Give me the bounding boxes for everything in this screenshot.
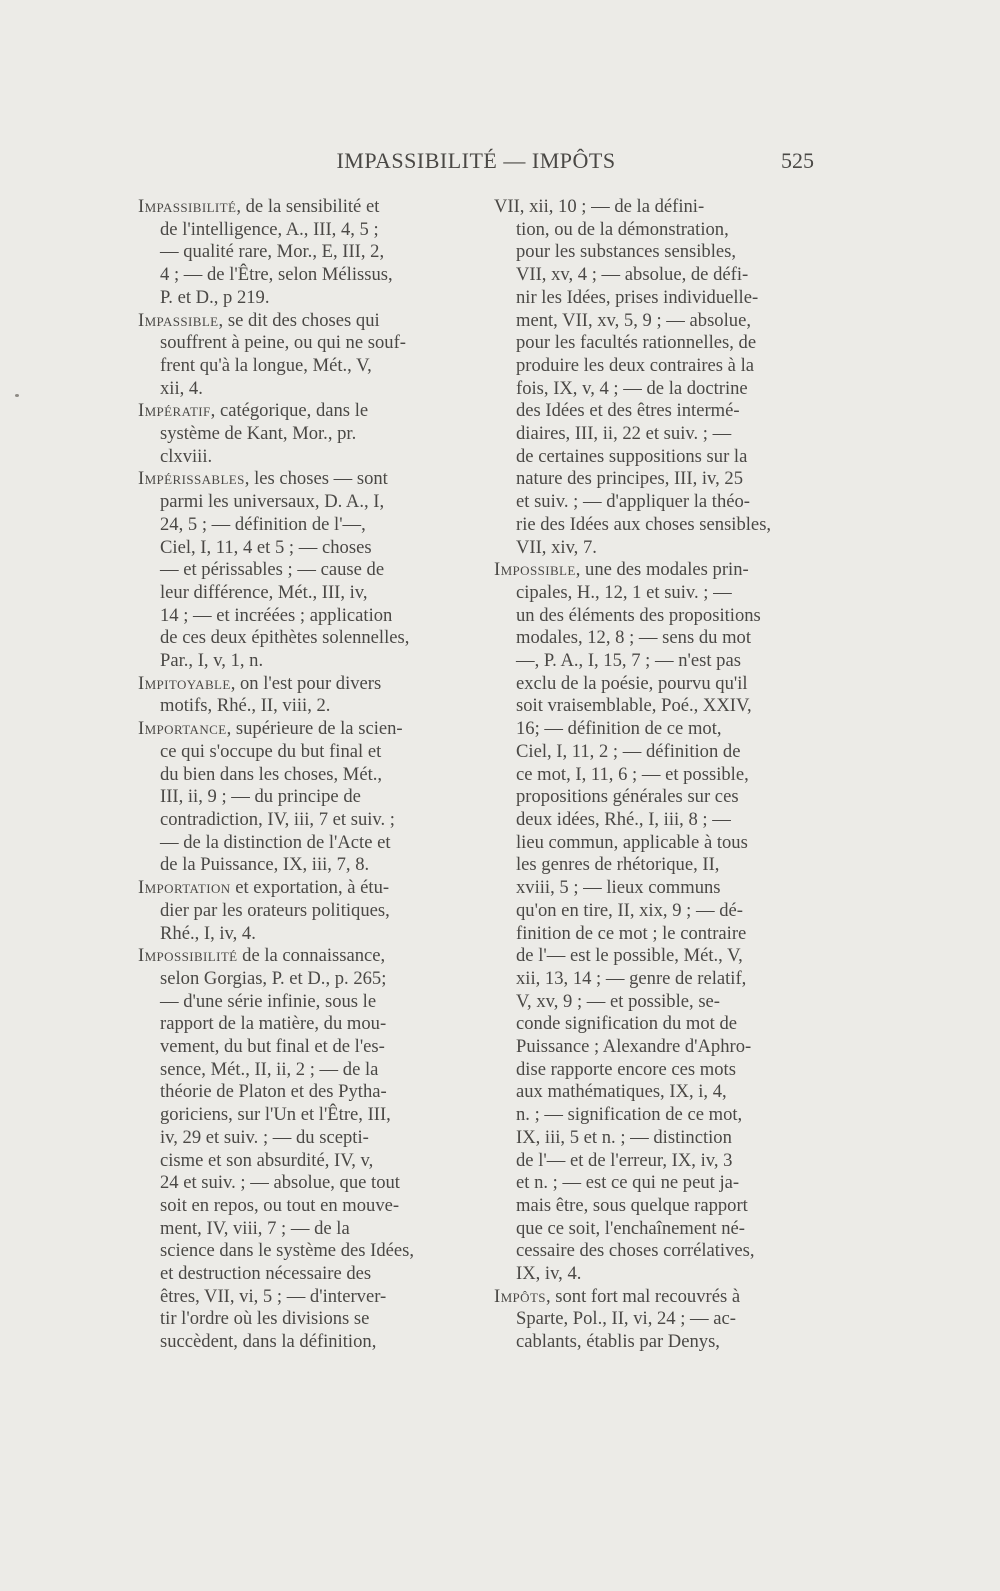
entry-line xyxy=(494,241,814,264)
entry-text: parmi les universaux, D. A., I, xyxy=(160,491,385,513)
running-title: IMPASSIBILITÉ — IMPÔTS xyxy=(336,148,616,173)
entry-line xyxy=(494,1036,814,1059)
entry-line xyxy=(494,582,814,605)
entry-line xyxy=(138,537,464,560)
entry-line xyxy=(138,854,464,877)
entry-text: de certaines suppositions sur la xyxy=(516,445,748,467)
entry-line xyxy=(494,741,814,764)
entry-line xyxy=(138,1308,464,1331)
entry-text: de ces deux épithètes solennelles, xyxy=(160,627,410,649)
entry-line xyxy=(494,1104,814,1127)
entry-line xyxy=(138,446,464,469)
entry-line xyxy=(138,332,464,355)
entry-line xyxy=(494,1195,814,1218)
entry-line xyxy=(138,991,464,1014)
entry-headword: Impossibilité xyxy=(138,945,238,967)
entry-text: , sont fort mal recouvrés à xyxy=(545,1285,741,1307)
entry-text: cablants, établis par Denys, xyxy=(516,1331,720,1353)
entry-line xyxy=(494,877,814,900)
entry-line xyxy=(138,423,464,446)
entry-text: que ce soit, l'enchaînement né- xyxy=(516,1217,745,1239)
entry-text: produire les deux contraires à la xyxy=(516,354,755,376)
entry-text: soit en repos, ou tout en mouve- xyxy=(160,1194,400,1216)
entry-line xyxy=(138,491,464,514)
entry-text: Rhé., I, iv, 4. xyxy=(160,922,256,944)
entry-line xyxy=(138,764,464,787)
entry-headword: Impitoyable xyxy=(138,672,231,694)
entry-text: 24 et suiv. ; — absolue, que tout xyxy=(160,1172,400,1194)
entry-line xyxy=(494,650,814,673)
entry-text: ment, IV, viii, 7 ; — de la xyxy=(160,1217,350,1239)
entry-line xyxy=(138,968,464,991)
entry-line xyxy=(138,809,464,832)
index-entry xyxy=(138,196,464,310)
entry-line xyxy=(494,287,814,310)
entry-text: —, P. A., I, 15, 7 ; — n'est pas xyxy=(516,650,741,672)
entry-line xyxy=(494,627,814,650)
entry-line xyxy=(138,1195,464,1218)
entry-line xyxy=(138,378,464,401)
index-entry xyxy=(494,559,814,1286)
entry-line xyxy=(494,605,814,628)
entry-line xyxy=(138,650,464,673)
entry-line xyxy=(138,468,464,491)
entry-text: cessaire des choses corrélatives, xyxy=(516,1240,755,1262)
entry-text: clxviii. xyxy=(160,445,213,467)
entry-text: de l'intelligence, A., III, 4, 5 ; xyxy=(160,218,379,240)
entry-text: , se dit des choses qui xyxy=(218,309,380,331)
entry-text: Ciel, I, 11, 2 ; — définition de xyxy=(516,740,741,762)
entry-line xyxy=(138,832,464,855)
entry-text: xii, 4. xyxy=(160,377,203,399)
entry-text: conde signification du mot de xyxy=(516,1013,738,1035)
entry-line xyxy=(494,400,814,423)
entry-line xyxy=(138,1059,464,1082)
entry-text: xviii, 5 ; — lieux communs xyxy=(516,877,721,899)
index-entry xyxy=(494,1286,814,1354)
entry-text: dise rapporte encore ces mots xyxy=(516,1058,736,1080)
entry-text: cisme et son absurdité, IV, v, xyxy=(160,1149,374,1171)
index-entry xyxy=(138,468,464,672)
entry-line xyxy=(138,1172,464,1195)
right-column xyxy=(494,196,814,1354)
entry-text: propositions générales sur ces xyxy=(516,786,739,808)
entry-line xyxy=(138,1104,464,1127)
entry-line xyxy=(138,514,464,537)
entry-headword: Impérissables xyxy=(138,468,245,490)
entry-text: tion, ou de la démonstration, xyxy=(516,218,729,240)
index-entry xyxy=(138,877,464,945)
entry-line xyxy=(138,786,464,809)
entry-line xyxy=(494,673,814,696)
entry-text: rie des Idées aux choses sensibles, xyxy=(516,513,772,535)
entry-line xyxy=(494,718,814,741)
entry-text: Sparte, Pol., II, vi, 24 ; — ac- xyxy=(516,1308,736,1330)
entry-text: ce qui s'occupe du but final et xyxy=(160,740,382,762)
entry-line xyxy=(494,378,814,401)
entry-line xyxy=(138,1081,464,1104)
entry-line xyxy=(494,900,814,923)
entry-line xyxy=(494,968,814,991)
entry-line xyxy=(494,446,814,469)
index-entry xyxy=(138,718,464,877)
entry-text: III, ii, 9 ; — du principe de xyxy=(160,786,361,808)
entry-text: — qualité rare, Mor., E, III, 2, xyxy=(160,241,385,263)
entry-line xyxy=(494,219,814,242)
entry-text: et suiv. ; — d'appliquer la théo- xyxy=(516,491,750,513)
entry-text: goriciens, sur l'Un et l'Être, III, xyxy=(160,1104,391,1126)
entry-line xyxy=(138,718,464,741)
entry-line xyxy=(138,1036,464,1059)
entry-text: 14 ; — et incréées ; application xyxy=(160,604,393,626)
entry-text: et exportation, à étu- xyxy=(230,877,390,899)
entry-text: Ciel, I, 11, 4 et 5 ; — choses xyxy=(160,536,372,558)
entry-line xyxy=(494,514,814,537)
entry-text: souffrent à peine, ou qui ne souf- xyxy=(160,332,406,354)
entry-text: 16; — définition de ce mot, xyxy=(516,718,722,740)
entry-text: , supérieure de la scien- xyxy=(226,718,403,740)
entry-text: nir les Idées, prises individuelle- xyxy=(516,286,759,308)
entry-text: , de la sensibilité et xyxy=(236,196,380,217)
entry-text: système de Kant, Mor., pr. xyxy=(160,423,357,445)
entry-text: rapport de la matière, du mou- xyxy=(160,1013,387,1035)
entry-text: V, xv, 9 ; — et possible, se- xyxy=(516,990,721,1012)
index-entry xyxy=(494,196,814,559)
entry-line xyxy=(138,241,464,264)
entry-text: ce mot, I, 11, 6 ; — et possible, xyxy=(516,763,749,785)
entry-text: frent qu'à la longue, Mét., V, xyxy=(160,354,372,376)
entry-text: tir l'ordre où les divisions se xyxy=(160,1308,370,1330)
entry-headword: Impassible xyxy=(138,309,219,331)
entry-line xyxy=(494,991,814,1014)
entry-line xyxy=(494,537,814,560)
entry-line xyxy=(494,559,814,582)
entry-text: êtres, VII, vi, 5 ; — d'interver- xyxy=(160,1285,387,1307)
entry-line xyxy=(138,582,464,605)
entry-text: , les choses — sont xyxy=(244,468,388,490)
entry-line xyxy=(138,1218,464,1241)
entry-text: de la connaissance, xyxy=(237,945,386,967)
entry-line xyxy=(138,673,464,696)
entry-text: leur différence, Mét., III, iv, xyxy=(160,581,368,603)
entry-text: du bien dans les choses, Mét., xyxy=(160,763,383,785)
entry-text: n. ; — signification de ce mot, xyxy=(516,1104,743,1126)
index-entry xyxy=(138,310,464,401)
entry-text: des Idées et des êtres intermé- xyxy=(516,400,740,422)
entry-text: VII, xiv, 7. xyxy=(516,536,597,558)
entry-text: VII, xii, 10 ; — de la défini- xyxy=(494,196,705,217)
entry-line xyxy=(494,491,814,514)
entry-line xyxy=(494,355,814,378)
margin-speck xyxy=(15,394,19,397)
entry-text: de la Puissance, IX, iii, 7, 8. xyxy=(160,854,370,876)
entry-line xyxy=(494,468,814,491)
page-number: 525 xyxy=(781,148,814,173)
entry-line xyxy=(494,809,814,832)
entry-line xyxy=(494,786,814,809)
entry-line xyxy=(494,1013,814,1036)
entry-text: Puissance ; Alexandre d'Aphro- xyxy=(516,1036,752,1058)
entry-line xyxy=(138,900,464,923)
entry-headword: Importation xyxy=(138,877,231,899)
entry-text: motifs, Rhé., II, viii, 2. xyxy=(160,695,331,717)
entry-text: IX, iii, 5 et n. ; — distinction xyxy=(516,1126,732,1148)
entry-line xyxy=(138,219,464,242)
entry-text: les genres de rhétorique, II, xyxy=(516,854,720,876)
entry-text: Par., I, v, 1, n. xyxy=(160,650,264,672)
entry-line xyxy=(138,400,464,423)
entry-text: 24, 5 ; — définition de l'—, xyxy=(160,513,366,535)
entry-text: , on l'est pour divers xyxy=(230,672,382,694)
entry-line xyxy=(138,1331,464,1354)
entry-text: nature des principes, III, iv, 25 xyxy=(516,468,744,490)
entry-line xyxy=(138,196,464,219)
entry-text: de l'— et de l'erreur, IX, iv, 3 xyxy=(516,1149,733,1171)
entry-headword: Impératif xyxy=(138,400,211,422)
entry-line xyxy=(494,1263,814,1286)
entry-line xyxy=(494,854,814,877)
entry-headword: Impossible xyxy=(494,559,576,581)
entry-text: , catégorique, dans le xyxy=(210,400,369,422)
entry-line xyxy=(138,1240,464,1263)
entry-text: iv, 29 et suiv. ; — du scepti- xyxy=(160,1126,369,1148)
entry-text: — de la distinction de l'Acte et xyxy=(160,831,391,853)
entry-text: IX, iv, 4. xyxy=(516,1263,582,1285)
entry-line xyxy=(494,695,814,718)
entry-text: soit vraisemblable, Poé., XXIV, xyxy=(516,695,752,717)
entry-text: et destruction nécessaire des xyxy=(160,1263,372,1285)
entry-line xyxy=(494,1286,814,1309)
entry-headword: Impassibilité xyxy=(138,196,237,217)
entry-text: finition de ce mot ; le contraire xyxy=(516,922,747,944)
entry-line xyxy=(494,923,814,946)
entry-text: xii, 13, 14 ; — genre de relatif, xyxy=(516,967,747,989)
entry-line xyxy=(494,196,814,219)
entry-text: de l'— est le possible, Mét., V, xyxy=(516,945,743,967)
entry-line xyxy=(138,605,464,628)
entry-line xyxy=(494,764,814,787)
entry-line xyxy=(138,287,464,310)
entry-text: science dans le système des Idées, xyxy=(160,1240,415,1262)
entry-text: modales, 12, 8 ; — sens du mot xyxy=(516,627,751,649)
entry-text: vement, du but final et de l'es- xyxy=(160,1036,385,1058)
entry-line xyxy=(494,1081,814,1104)
entry-line xyxy=(138,1286,464,1309)
entry-line xyxy=(494,832,814,855)
entry-text: pour les facultés rationnelles, de xyxy=(516,332,757,354)
entry-line xyxy=(494,423,814,446)
entry-line xyxy=(138,310,464,333)
entry-headword: Importance xyxy=(138,718,227,740)
entry-line xyxy=(138,877,464,900)
index-entry xyxy=(138,673,464,718)
entry-text: qu'on en tire, II, xix, 9 ; — dé- xyxy=(516,899,743,921)
entry-line xyxy=(494,1059,814,1082)
entry-text: selon Gorgias, P. et D., p. 265; xyxy=(160,967,387,989)
entry-text: lieu commun, applicable à tous xyxy=(516,831,748,853)
entry-text: P. et D., p 219. xyxy=(160,286,270,308)
entry-text: 4 ; — de l'Être, selon Mélissus, xyxy=(160,264,393,286)
entry-line xyxy=(138,355,464,378)
entry-line xyxy=(494,1240,814,1263)
left-column xyxy=(138,196,464,1354)
entry-line xyxy=(138,695,464,718)
entry-line xyxy=(138,1150,464,1173)
entry-line xyxy=(494,1172,814,1195)
entry-line xyxy=(138,923,464,946)
entry-text: — et périssables ; — cause de xyxy=(160,559,385,581)
entry-text: diaires, III, ii, 22 et suiv. ; — xyxy=(516,423,732,445)
entry-line xyxy=(494,264,814,287)
entry-line xyxy=(494,1331,814,1354)
entry-headword: Impôts xyxy=(494,1285,546,1307)
entry-line xyxy=(138,1013,464,1036)
entry-text: cipales, H., 12, 1 et suiv. ; — xyxy=(516,581,732,603)
entry-text: un des éléments des propositions xyxy=(516,604,761,626)
index-entry xyxy=(138,400,464,468)
entry-text: contradiction, IV, iii, 7 et suiv. ; xyxy=(160,808,395,830)
page-header xyxy=(138,146,814,180)
entry-line xyxy=(138,264,464,287)
entry-text: succèdent, dans la définition, xyxy=(160,1331,377,1353)
index-entry xyxy=(138,945,464,1354)
entry-text: ment, VII, xv, 5, 9 ; — absolue, xyxy=(516,309,751,331)
entry-text: dier par les orateurs politiques, xyxy=(160,899,390,921)
entry-line xyxy=(138,945,464,968)
entry-line xyxy=(494,332,814,355)
entry-text: — d'une série infinie, sous le xyxy=(160,990,377,1012)
entry-text: et n. ; — est ce qui ne peut ja- xyxy=(516,1172,740,1194)
entry-text: deux idées, Rhé., I, iii, 8 ; — xyxy=(516,808,731,830)
entry-line xyxy=(138,559,464,582)
entry-line xyxy=(494,1308,814,1331)
entry-text: aux mathématiques, IX, i, 4, xyxy=(516,1081,727,1103)
entry-text: mais être, sous quelque rapport xyxy=(516,1194,748,1216)
entry-text: fois, IX, v, 4 ; — de la doctrine xyxy=(516,377,748,399)
entry-line xyxy=(494,310,814,333)
entry-line xyxy=(138,627,464,650)
entry-line xyxy=(494,1127,814,1150)
entry-text: pour les substances sensibles, xyxy=(516,241,736,263)
entry-text: exclu de la poésie, pourvu qu'il xyxy=(516,672,748,694)
entry-text: théorie de Platon et des Pytha- xyxy=(160,1081,387,1103)
entry-line xyxy=(494,1150,814,1173)
entry-line xyxy=(138,741,464,764)
entry-line xyxy=(494,945,814,968)
entry-text: sence, Mét., II, ii, 2 ; — de la xyxy=(160,1058,379,1080)
entry-text: , une des modales prin- xyxy=(575,559,749,581)
entry-line xyxy=(494,1218,814,1241)
entry-line xyxy=(138,1263,464,1286)
entry-text: VII, xv, 4 ; — absolue, de défi- xyxy=(516,264,749,286)
entry-line xyxy=(138,1127,464,1150)
